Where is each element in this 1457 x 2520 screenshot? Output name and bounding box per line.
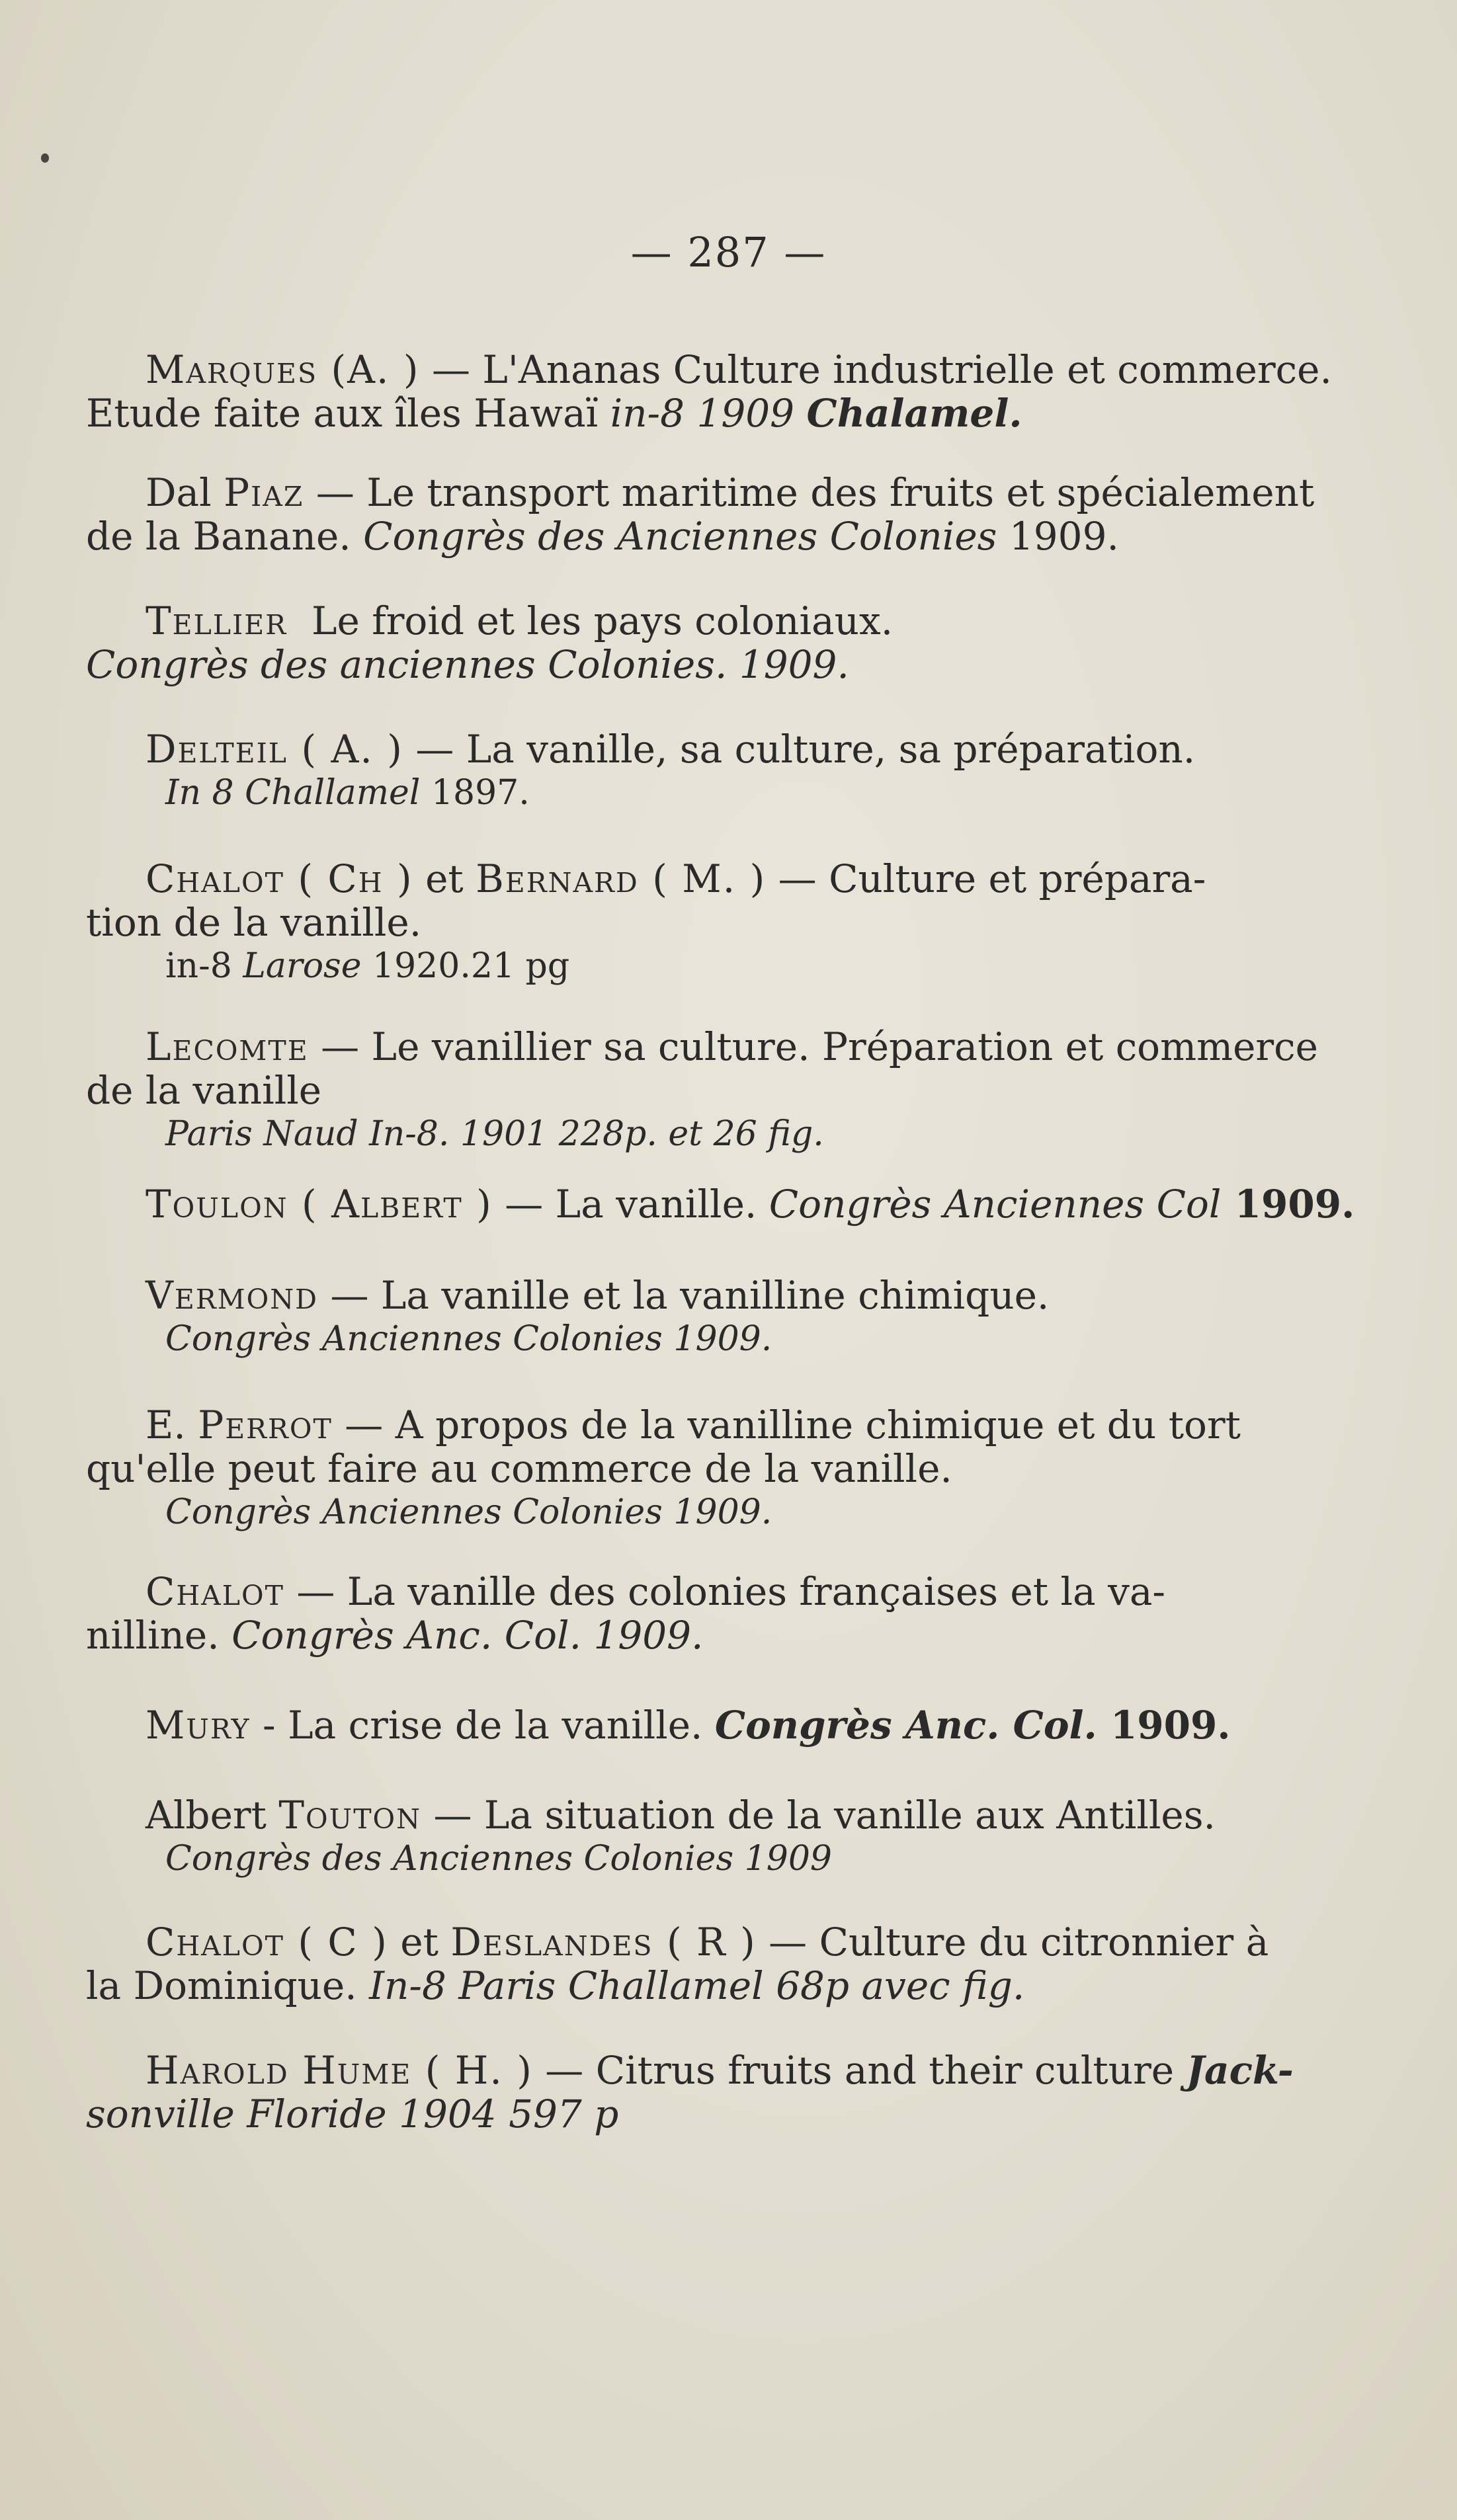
entry-author-prefix: Dal — [146, 470, 224, 515]
entry-format: in-8 — [165, 946, 243, 986]
entry-line — [86, 2092, 1250, 2136]
entry-line — [86, 1920, 1269, 1965]
entry-year: 1909. — [997, 514, 1119, 559]
entry-publication: in-8 1909 — [610, 391, 807, 436]
entry-author: Bernard ( M. ) — [476, 856, 767, 901]
entry-publication: Paris Naud In-8. 1901 228p. et 26 fig. — [165, 1114, 824, 1154]
entry-author: Vermond — [146, 1273, 319, 1318]
entry-line — [86, 771, 1250, 815]
bibliography-entry-vermond — [86, 1274, 1250, 1361]
bibliography-entry-touton — [86, 1793, 1250, 1881]
entry-publication: Congrès Anciennes Col — [769, 1182, 1222, 1227]
entry-title: — Culture et prépara- — [766, 856, 1206, 901]
bibliography-entry-marques — [86, 347, 1332, 436]
entry-line — [86, 470, 1315, 515]
entry-title: Etude faite aux îles Hawaï — [86, 391, 610, 436]
entry-title: qu'elle peut faire au commerce de la vanille. — [86, 1446, 952, 1491]
entry-title: — La vanille et la vanilline chimique. — [318, 1273, 1050, 1318]
bibliography-entry-toulon — [86, 1182, 1355, 1227]
entry-line — [86, 1112, 1250, 1156]
entry-author: Deslandes ( R ) — [450, 1920, 757, 1965]
entry-title: — Culture du citronnier à — [756, 1920, 1269, 1965]
entry-title: — La vanille. — [492, 1182, 769, 1227]
entry-publisher: Chalamel. — [806, 391, 1022, 436]
entry-title: — La vanille, sa culture, sa préparation. — [403, 727, 1196, 772]
entry-line — [86, 2048, 1294, 2093]
entry-line — [86, 1964, 1250, 2008]
entry-line — [86, 347, 1332, 392]
entry-line — [86, 514, 1250, 558]
entry-publisher: Larose — [243, 946, 362, 986]
entry-year: 1897. — [420, 773, 530, 813]
entry-author: Chalot ( C ) — [146, 1920, 388, 1965]
entry-line — [86, 1274, 1250, 1317]
entry-title: Le froid et les pays coloniaux. — [287, 598, 894, 643]
bibliography-entry-tellier — [86, 599, 1250, 686]
entry-line — [86, 1490, 1250, 1534]
entry-author: Harold Hume ( H. ) — [146, 2048, 533, 2093]
entry-line — [86, 1447, 1250, 1490]
entry-publication: Congrès Anciennes Colonies 1909. — [165, 1492, 772, 1532]
entry-line — [86, 643, 1250, 686]
entry-title: de la vanille — [86, 1068, 322, 1113]
entry-publication: Congrès des anciennes Colonies. 1909. — [86, 642, 849, 687]
entry-author: Lecomte — [146, 1024, 309, 1069]
bibliography-entry-hume — [86, 2048, 1294, 2136]
entry-title: — La situation de la vanille aux Antilles. — [421, 1793, 1216, 1838]
entry-author: Tellier — [146, 598, 288, 643]
bibliography-entry-chalot — [86, 1570, 1250, 1657]
entry-line — [86, 1570, 1250, 1613]
entry-publication: In 8 Challamel — [165, 773, 421, 813]
entry-year: 1909. — [1221, 1182, 1355, 1227]
entry-title: tion de la vanille. — [86, 900, 422, 945]
entry-title: — L'Ananas Culture industrielle et commerce. — [419, 347, 1332, 392]
entry-line — [86, 1837, 1250, 1881]
entry-title: — Citrus fruits and their culture — [532, 2048, 1186, 2093]
entry-author: Chalot ( Ch ) — [146, 856, 413, 901]
entry-title: - La crise de la vanille. — [250, 1703, 715, 1748]
bibliography-entry-mury — [86, 1703, 1250, 1747]
entry-line — [86, 391, 1250, 435]
entry-publication: Congrès Anc. Col. 1909. — [231, 1613, 704, 1658]
entry-title: — Le vanillier sa culture. Préparation et commerce — [308, 1024, 1318, 1069]
entry-title: — La vanille des colonies françaises et la va- — [284, 1569, 1166, 1614]
entry-line — [86, 1069, 1250, 1112]
entry-title: de la Banane. — [86, 514, 364, 559]
entry-line — [86, 1182, 1355, 1227]
entry-author-prefix: Albert — [146, 1793, 279, 1838]
bibliography-entry-chalot-deslandes — [86, 1920, 1269, 2008]
entry-line — [86, 1403, 1250, 1447]
entry-publication: sonville Floride 1904 597 p — [86, 2092, 619, 2136]
entry-author: Touton — [278, 1793, 422, 1838]
entry-year: 1920.21 pg — [361, 946, 570, 986]
entry-publication: Jack- — [1186, 2048, 1294, 2093]
entry-line — [86, 944, 1250, 988]
entry-author: Mury — [146, 1703, 251, 1748]
entry-publication: Congrès Anc. Col. — [714, 1703, 1097, 1748]
bibliography-entry-delteil — [86, 727, 1250, 815]
entry-conjunction: et — [388, 1920, 451, 1965]
bibliography-entry-perrot — [86, 1403, 1250, 1534]
bibliography-entry-dal-piaz — [86, 470, 1315, 559]
entry-author: Perrot — [198, 1402, 333, 1447]
entry-line — [86, 901, 1250, 944]
entry-title: — A propos de la vanilline chimique et du tort — [332, 1402, 1241, 1447]
entry-line — [86, 857, 1250, 901]
ink-speck — [41, 153, 49, 163]
entry-title: — Le transport maritime des fruits et spécialement — [304, 470, 1315, 515]
entry-author: Piaz — [224, 470, 304, 515]
entry-author-prefix: E. — [146, 1402, 198, 1447]
entry-author: Marques (A. ) — [146, 347, 420, 392]
entry-year: 1909. — [1097, 1703, 1231, 1748]
entry-line — [86, 727, 1250, 771]
bibliography-entry-lecomte — [86, 1024, 1318, 1156]
entry-author: Chalot — [146, 1569, 284, 1614]
entry-title: la Dominique. — [86, 1963, 370, 2008]
bibliography-entry-chalot-bernard — [86, 857, 1250, 988]
page-number: — 287 — — [630, 228, 827, 276]
entry-line — [86, 1613, 1250, 1657]
entry-publication: Congrès Anciennes Colonies 1909. — [165, 1319, 772, 1359]
entry-line — [86, 1317, 1250, 1361]
entry-line — [86, 1024, 1318, 1069]
entry-line — [86, 599, 1250, 643]
entry-publication: In-8 Paris Challamel 68p avec fig. — [369, 1963, 1025, 2008]
entry-publication: Congrès des Anciennes Colonies 1909 — [165, 1839, 833, 1879]
entry-line — [86, 1703, 1250, 1747]
entry-publication: Congrès des Anciennes Colonies — [363, 514, 997, 559]
entry-line — [86, 1793, 1250, 1837]
entry-title: nilline. — [86, 1613, 232, 1658]
entry-conjunction: et — [413, 856, 476, 901]
entry-author: Toulon ( Albert ) — [146, 1182, 493, 1227]
entry-author: Delteil ( A. ) — [146, 727, 403, 772]
